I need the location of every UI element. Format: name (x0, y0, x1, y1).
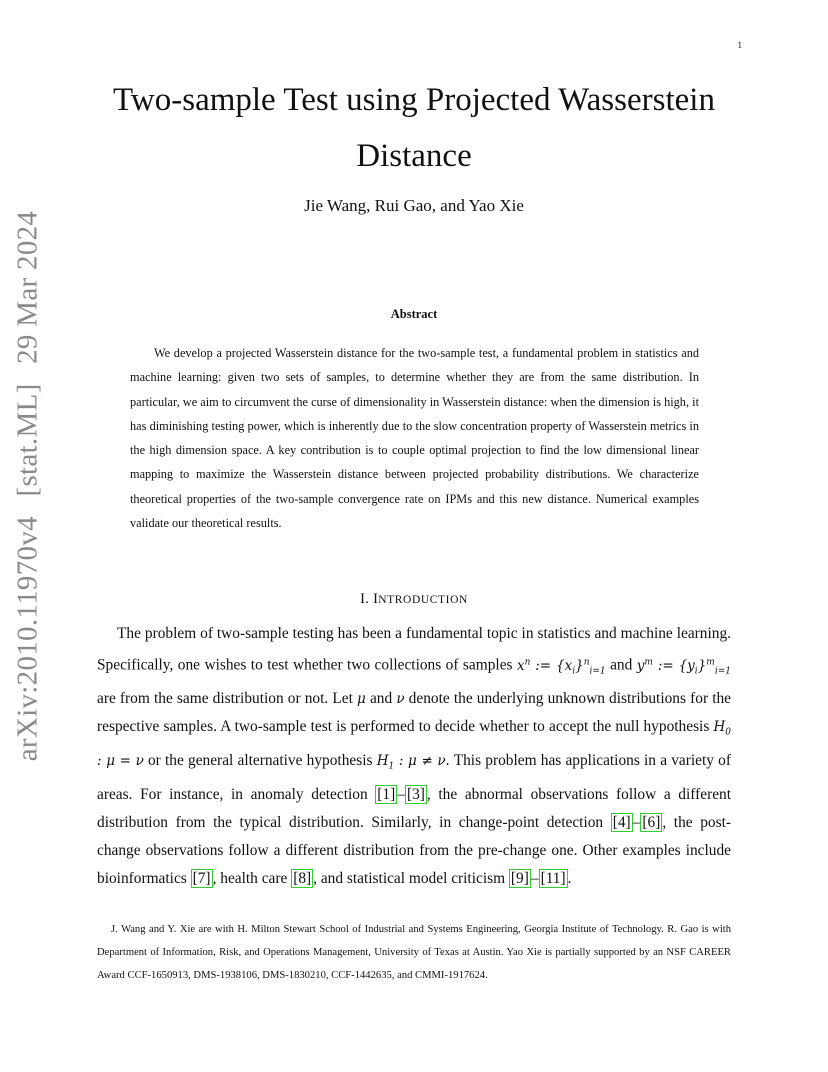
intro-text: denote the underlying unknown distributions for the respective samples. A two-sample test is performed to decide whether to accept the null hypothesis (97, 690, 732, 736)
intro-text: The problem of two-sample testing has been a fundamental topic in statistics and machine learning. Specifically, one wishes to test whether two collections of samples (97, 625, 731, 674)
citation-link-1[interactable]: [1] (377, 786, 396, 804)
arxiv-date: 29 Mar 2024 (11, 210, 44, 364)
arxiv-category: [stat.ML] (11, 383, 44, 497)
citation-link-11[interactable]: [11] (540, 870, 566, 888)
page-number: 1 (737, 40, 742, 50)
citation-link-7[interactable]: [7] (192, 870, 211, 888)
section-title-first: I (373, 591, 379, 607)
arxiv-stamp (12, 199, 45, 761)
author-affiliation-footnote: J. Wang and Y. Xie are with H. Milton Stewart School of Industrial and Systems Engineering, Georgia Institute of Technology. R. Gao is with Department of Information, Risk, and Operations Management, University of Texas at Austin. Yao Xie is partially supported by an NSF CAREER Award CCF-1650913, DMS-1938106, DMS-1830210, CCF-1442635, and CMMI-1917624. (97, 924, 731, 982)
intro-text: , and statistical model criticism (313, 870, 509, 888)
intro-text: and (605, 656, 637, 674)
section-heading-introduction (97, 591, 731, 608)
math-mu: μ (357, 691, 366, 708)
section-title-rest: NTRODUCTION (378, 594, 468, 606)
math-h1: $H_1$ : μ ≠ ν (376, 753, 446, 772)
intro-text: and (365, 690, 397, 708)
math-x-samples: $x^n$ := $\{x_i\}^n_{i=1}$ (516, 657, 606, 677)
intro-text: . (567, 870, 572, 888)
intro-text: or the general alternative hypothesis (143, 752, 377, 770)
intro-text: , the post-change observations follow a different distribution from the pre-change one. Other examples include bioinformatics (97, 814, 731, 888)
abstract-heading: Abstract (390, 307, 438, 321)
section-number: I. (360, 591, 370, 607)
title-line-1: Two-sample Test using Projected Wasserstein (113, 82, 715, 118)
citation-link-4[interactable]: [4] (612, 814, 631, 832)
abstract-text: We develop a projected Wasserstein distance for the two-sample test, a fundamental problem in statistics and machine learning: given two sets of samples, to determine whether they are from the same distribution. In particular, we aim to circumvent the curse of dimensionality in Wasserstein distance: when the dimension is high, it has diminishing testing power, which is inherently due to the slow concentration property of Wasserstein metrics in the high dimension space. A key contribution is to couple optimal projection to find the low dimensional linear mapping to maximize the Wasserstein distance between projected probability distributions. We characterize theoretical properties of the two-sample convergence rate on IPMs and this new distance. Numerical examples validate our theoretical results. (130, 346, 699, 531)
paper-title (97, 72, 731, 184)
title-line-2: Distance (356, 138, 472, 174)
math-nu: ν (396, 691, 405, 708)
citation-link-8[interactable]: [8] (293, 870, 312, 888)
math-y-samples: $y^m$ := $\{y_i\}^m_{i=1}$ (636, 657, 731, 677)
citation-link-6[interactable]: [6] (642, 814, 661, 832)
math-h0: $H_0$ : μ = ν (97, 719, 731, 770)
intro-paragraph: The problem of two-sample testing has been a fundamental topic in statistics and machine learning. Specifically, one wishes to test whether two collections of samples $x^n$ := $\{x_i\}^n_{i=1}$ and $y^m$ := $\{y_i\}^m_{i=1}$ are from the same distribution or not. Let μ and ν denote the underlying unknown distributions for the respective samples. A two-sample test is performed to decide whether to accept the null hypothesis $H_0$ : μ = ν or the general alternative hypothesis $H_1$ : μ ≠ ν. This problem has applications in a variety of areas. For instance, in anomaly detection [1] – [3] , the abnormal observations follow a different distribution from the typical distribution. Similarly, in change-point detection [4] – [6] , the post-change observations follow a different distribution from the pre-change one. Other examples include bioinformatics [7] , health care [8] , and statistical model criticism [9] – [11] . (97, 625, 732, 888)
intro-text: , the abnormal observations follow a different distribution from the typical distribution. Similarly, in change-point detection (97, 786, 731, 832)
intro-text: , health care (212, 870, 292, 888)
intro-text: are from the same distribution or not. Let (97, 690, 358, 708)
intro-text: . This problem has applications in a variety of areas. For instance, in anomaly detection (97, 752, 731, 804)
citation-link-9[interactable]: [9] (510, 870, 529, 888)
authors: Jie Wang, Rui Gao, and Yao Xie (304, 196, 524, 215)
arxiv-id[interactable]: arXiv:2010.11970v4 (11, 516, 44, 762)
citation-link-3[interactable]: [3] (406, 786, 425, 804)
